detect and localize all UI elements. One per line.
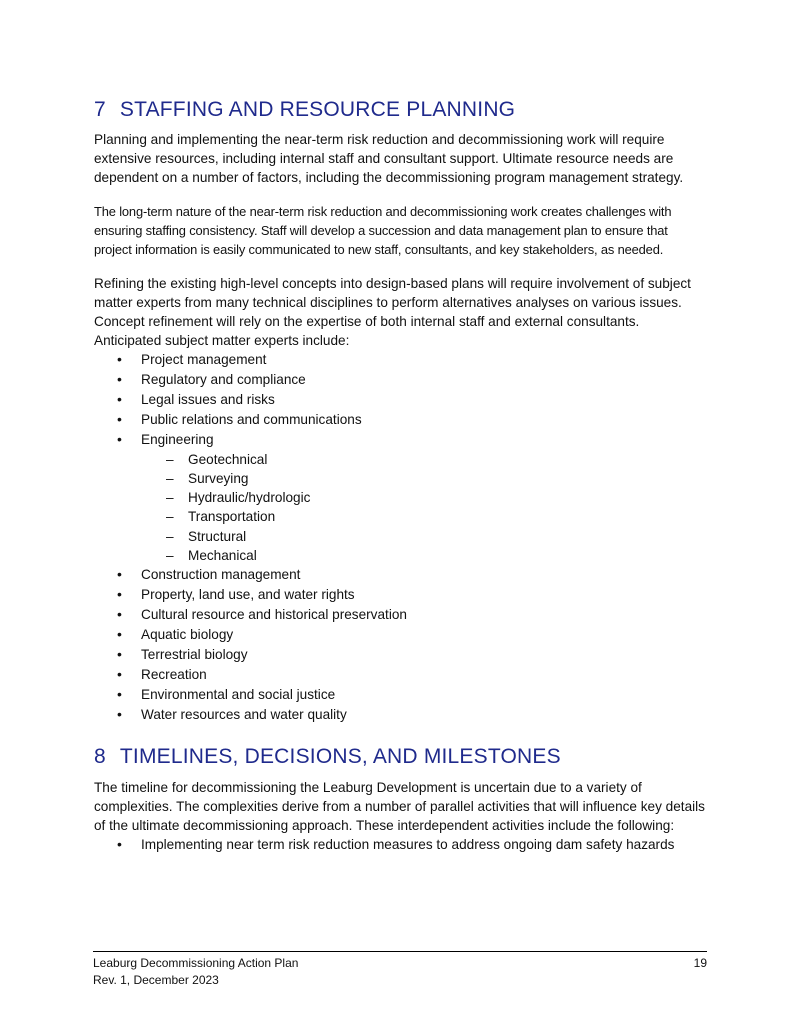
expert-list-item: • Construction management <box>94 565 706 585</box>
expert-list-item: • Property, land use, and water rights <box>94 585 706 605</box>
expert-list-item: • Regulatory and compliance <box>94 370 706 390</box>
section-7-heading <box>94 96 706 124</box>
engineering-sublist-item: – Structural <box>94 527 706 546</box>
expert-list-item: • Cultural resource and historical preservation <box>94 605 706 625</box>
footer-document-title: Leaburg Decommissioning Action Plan <box>93 956 299 970</box>
expert-list-item: • Legal issues and risks <box>94 390 706 410</box>
section-8-heading <box>94 743 706 771</box>
expert-list-item-label: Engineering <box>141 431 214 447</box>
section-8-paragraph: The timeline for decommissioning the Leaburg Development is uncertain due to a variety of complexities. The complexities derive from a number of parallel activities that will influence key details of the ultimate decommissioning approach. These interdependent activities include the following: <box>94 779 705 833</box>
expert-list-item: • Aquatic biology <box>94 625 706 645</box>
expert-list-item-engineering <box>94 430 706 450</box>
section-7-number: 7 <box>94 98 106 121</box>
engineering-sublist <box>94 450 706 566</box>
engineering-sublist-item: – Mechanical <box>94 546 706 565</box>
section-8-title: TIMELINES, DECISIONS, AND MILESTONES <box>119 744 561 768</box>
engineering-sublist-item: – Transportation <box>94 507 706 526</box>
engineering-sublist-item: – Geotechnical <box>94 450 706 469</box>
section-8-number: 8 <box>94 744 106 768</box>
footer-row <box>93 955 707 972</box>
expert-list-item: • Project management <box>94 350 706 370</box>
expert-list-item: • Terrestrial biology <box>94 645 706 665</box>
footer-page-number: 19 <box>693 956 707 970</box>
section-7-paragraph-1: Planning and implementing the near-term risk reduction and decommissioning work will require extensive resources, including internal staff and consultant support. Ultimate resource needs are dependent on a number of factors, including the decommissioning program management strategy. <box>94 132 684 185</box>
section-7-paragraph-3: Refining the existing high-level concepts into design-based plans will require involvement of subject matter experts from many technical disciplines to perform alternatives analyses on various issues. Concept refinement will rely on the expertise of both internal staff and external consultants. Anticipated subject matter experts include: <box>94 276 691 348</box>
engineering-sublist-item: – Surveying <box>94 469 706 488</box>
page-footer <box>93 951 707 989</box>
activity-list-item: • Implementing near term risk reduction measures to address ongoing dam safety hazards <box>94 835 706 855</box>
section-7-title: STAFFING AND RESOURCE PLANNING <box>119 98 516 121</box>
expert-list-item: • Water resources and water quality <box>94 705 706 725</box>
footer-revision: Rev. 1, December 2023 <box>93 973 219 987</box>
expert-list <box>94 350 706 450</box>
engineering-sublist-item: – Hydraulic/hydrologic <box>94 488 706 507</box>
expert-list-item: • Environmental and social justice <box>94 685 706 705</box>
page-content <box>94 96 706 854</box>
section-7-paragraph-2: The long-term nature of the near-term risk reduction and decommissioning work creates challenges with ensuring staffing consistency. Staff will develop a succession and data management plan to ensure that project information is easily communicated to new staff, consultants, and key stakeholders, as needed. <box>94 204 672 257</box>
expert-list-continued <box>94 565 706 724</box>
expert-list-item: • Recreation <box>94 665 706 685</box>
activity-list <box>94 835 706 855</box>
expert-list-item: • Public relations and communications <box>94 410 706 430</box>
